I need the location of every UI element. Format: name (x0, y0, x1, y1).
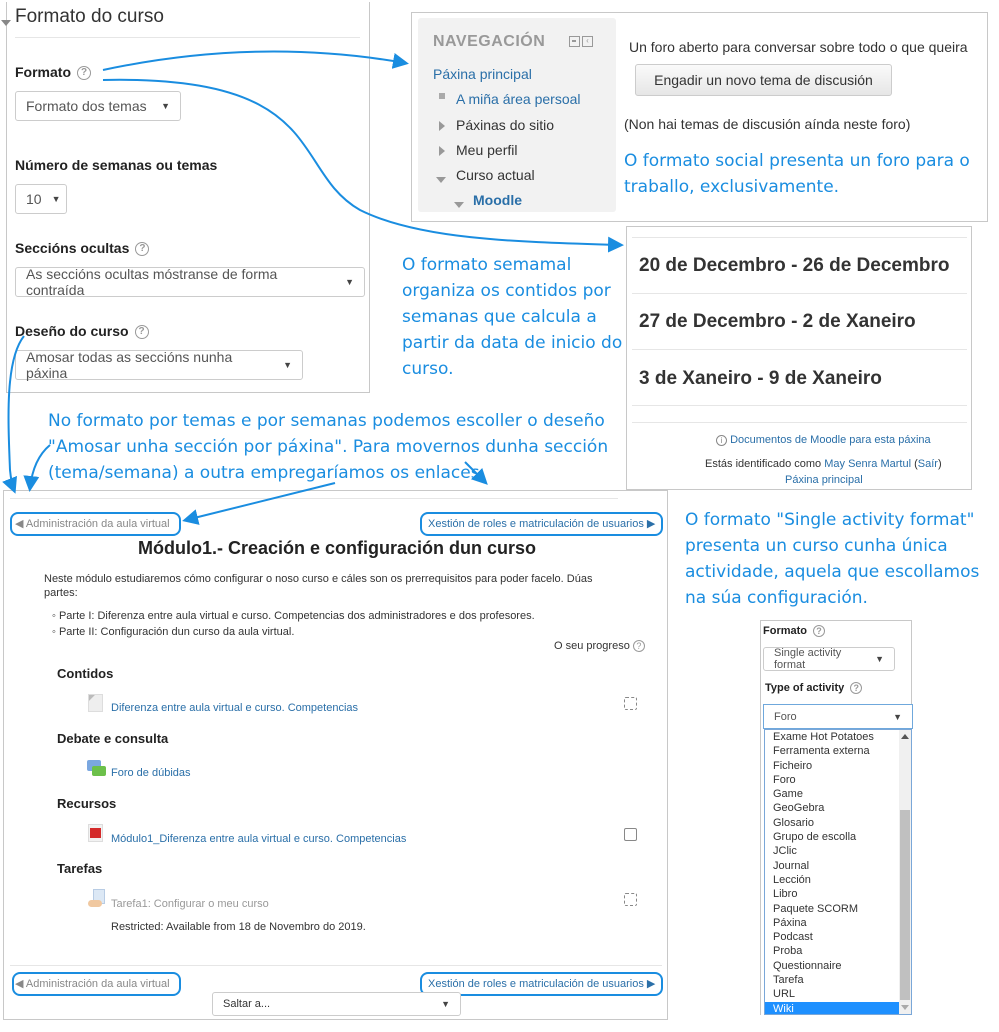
list-item: ◦ Parte I: Diferenza entre aula virtual e curso. Competencias dos administradores e dos profesores. (52, 610, 535, 622)
help-icon[interactable]: ? (813, 625, 825, 637)
section-title: Debate e consulta (57, 731, 169, 746)
chevron-down-icon: ▼ (161, 101, 170, 111)
dropdown-option[interactable]: Paquete SCORM (773, 902, 858, 915)
dropdown-option[interactable]: Proba (773, 945, 803, 958)
dropdown-option[interactable]: Ferramenta externa (773, 745, 870, 758)
login-info: Estás identificado como May Senra Martul (Saír) (705, 458, 942, 470)
chevron-down-icon: ▼ (893, 711, 902, 722)
nav-site-pages[interactable]: Páxinas do sitio (456, 117, 555, 133)
activity-link[interactable]: Tarefa1: Configurar o meu curso (111, 898, 269, 910)
week-title: 3 de Xaneiro - 9 de Xaneiro (639, 368, 882, 389)
dropdown-option[interactable]: Grupo de escolla (773, 831, 857, 844)
section-title: Recursos (57, 796, 117, 811)
dropdown-option[interactable]: Game (773, 788, 803, 801)
jump-to-select[interactable]: Saltar a... ▼ (212, 992, 461, 1016)
course-layout-label: Deseño do curso ? (15, 323, 149, 339)
week-title: 20 de Decembro - 26 de Decembro (639, 255, 950, 276)
dropdown-option[interactable]: GeoGebra (773, 802, 825, 815)
logout-link[interactable]: Saír (917, 458, 938, 470)
nav-my-profile[interactable]: Meu perfil (456, 142, 518, 158)
activity-link[interactable]: Foro de dúbidas (111, 767, 191, 779)
dropdown-option[interactable]: Foro (773, 773, 796, 786)
help-icon[interactable]: ? (135, 325, 149, 339)
prev-section-link[interactable]: ◀ Administración da aula virtual (15, 978, 170, 990)
dropdown-option[interactable]: URL (773, 988, 796, 1001)
help-icon[interactable]: ? (850, 682, 862, 694)
dropdown-option[interactable]: Exame Hot Potatoes (773, 731, 874, 743)
user-link[interactable]: May Senra Martul (824, 458, 912, 470)
dropdown-option[interactable]: Podcast (773, 931, 813, 944)
activity-type-select[interactable]: Foro ▼ (763, 704, 913, 729)
dropdown-option[interactable]: Libro (773, 888, 798, 901)
section-title: Tarefas (57, 861, 103, 876)
chevron-down-icon: ▼ (51, 194, 61, 204)
dropdown-option[interactable]: Páxina (773, 916, 807, 929)
chevron-down-icon: ▼ (283, 360, 292, 370)
weeks-label: Número de semanas ou temas (15, 157, 218, 173)
course-layout-select[interactable]: Amosar todas as seccións nunha páxina ▼ (15, 350, 303, 380)
social-annotation: O formato social presenta un foro para o traballo, exclusivamente. (624, 151, 970, 197)
chevron-down-icon: ▼ (345, 277, 354, 287)
course-title: Módulo1.- Creación e configuración dun curso (137, 538, 537, 558)
nav-my-area[interactable]: A miña área persoal (456, 91, 581, 107)
course-intro: Neste módulo estudiaremos cómo configurar o noso curso e cáles son os prerrequisitos para poder facelo. Dúas partes: (44, 573, 593, 599)
info-icon: i (716, 435, 727, 446)
dock-left-icon[interactable]: ‹ (582, 36, 593, 47)
forum-description: Un foro aberto para conversar sobre todo o que queira (629, 39, 968, 55)
no-topics-text: (Non hai temas de discusión aínda neste foro) (624, 116, 911, 132)
single-activity-annotation: O formato "Single activity format" presenta un curso cunha única actividade, aquela que escollamos na súa configuración. (685, 510, 980, 608)
list-item: ◦ Parte II: Configuración dun curso da aula virtual. (52, 626, 295, 638)
activity-link[interactable]: Módulo1_Diferenza entre aula virtual e curso. Competencias (111, 833, 407, 845)
help-icon[interactable]: ? (633, 640, 645, 652)
nav-current-course[interactable]: Curso actual (456, 167, 535, 183)
prev-section-link[interactable]: ◀ Administración da aula virtual (15, 518, 170, 530)
restriction-note: Restricted: Available from 18 de Novembro do 2019. (111, 921, 366, 933)
formato-label: Formato ? (15, 64, 91, 80)
dropdown-option[interactable]: Questionnaire (773, 959, 842, 972)
section-title: Contidos (57, 666, 114, 681)
docs-link[interactable]: Documentos de Moodle para esta páxina (730, 434, 931, 446)
formato-select[interactable]: Formato dos temas ▼ (15, 91, 181, 121)
weeks-select[interactable]: 10 ▼ (15, 184, 67, 214)
next-section-link[interactable]: Xestión de roles e matriculación de usuarios ▶ (428, 518, 656, 530)
hidden-sections-label: Seccións ocultas ? (15, 240, 149, 256)
dropdown-option[interactable]: Tarefa (773, 974, 804, 987)
single-page-annotation: No formato por temas e por semanas podemos escoller o deseño "Amosar unha sección por páxina". Para movernos dunha sección (tema/semana) a outra empregaríamos os enlaces. (48, 411, 609, 483)
progress-label: O seu progreso ? (554, 640, 645, 652)
dropdown-option[interactable]: Glosario (773, 816, 814, 829)
dropdown-option[interactable]: JClic (773, 845, 797, 858)
home-link[interactable]: Páxina principal (785, 474, 863, 486)
help-icon[interactable]: ? (135, 242, 149, 256)
chevron-down-icon: ▼ (875, 654, 884, 664)
dropdown-option[interactable]: Ficheiro (773, 759, 813, 772)
type-label: Type of activity ? (765, 682, 862, 694)
nav-home[interactable]: Páxina principal (433, 66, 532, 82)
formato-label: Formato ? (763, 625, 825, 637)
navigation-title: NAVEGACIÓN (433, 33, 546, 50)
hidden-sections-select[interactable]: As seccións ocultas móstranse de forma contraída ▼ (15, 267, 365, 297)
activity-link[interactable]: Diferenza entre aula virtual e curso. Competencias (111, 702, 359, 714)
add-topic-button[interactable]: Engadir un novo tema de discusión (635, 64, 892, 96)
next-section-link[interactable]: Xestión de roles e matriculación de usuarios ▶ (428, 978, 656, 990)
panel-title: Formato do curso (15, 6, 164, 27)
dropdown-option-selected[interactable]: Wiki (765, 1002, 900, 1015)
chevron-down-icon: ▼ (441, 999, 450, 1009)
nav-moodle-course[interactable]: Moodle (473, 192, 522, 208)
help-icon[interactable]: ? (77, 66, 91, 80)
weekly-annotation: O formato semamal organiza os contidos por semanas que calcula a partir da data de inicio do curso. (402, 255, 623, 379)
week-title: 27 de Decembro - 2 de Xaneiro (639, 311, 916, 332)
dropdown-option[interactable]: Journal (773, 859, 810, 872)
dropdown-option[interactable]: Lección (773, 873, 811, 886)
formato-select[interactable]: Single activity format ▼ (763, 647, 895, 671)
